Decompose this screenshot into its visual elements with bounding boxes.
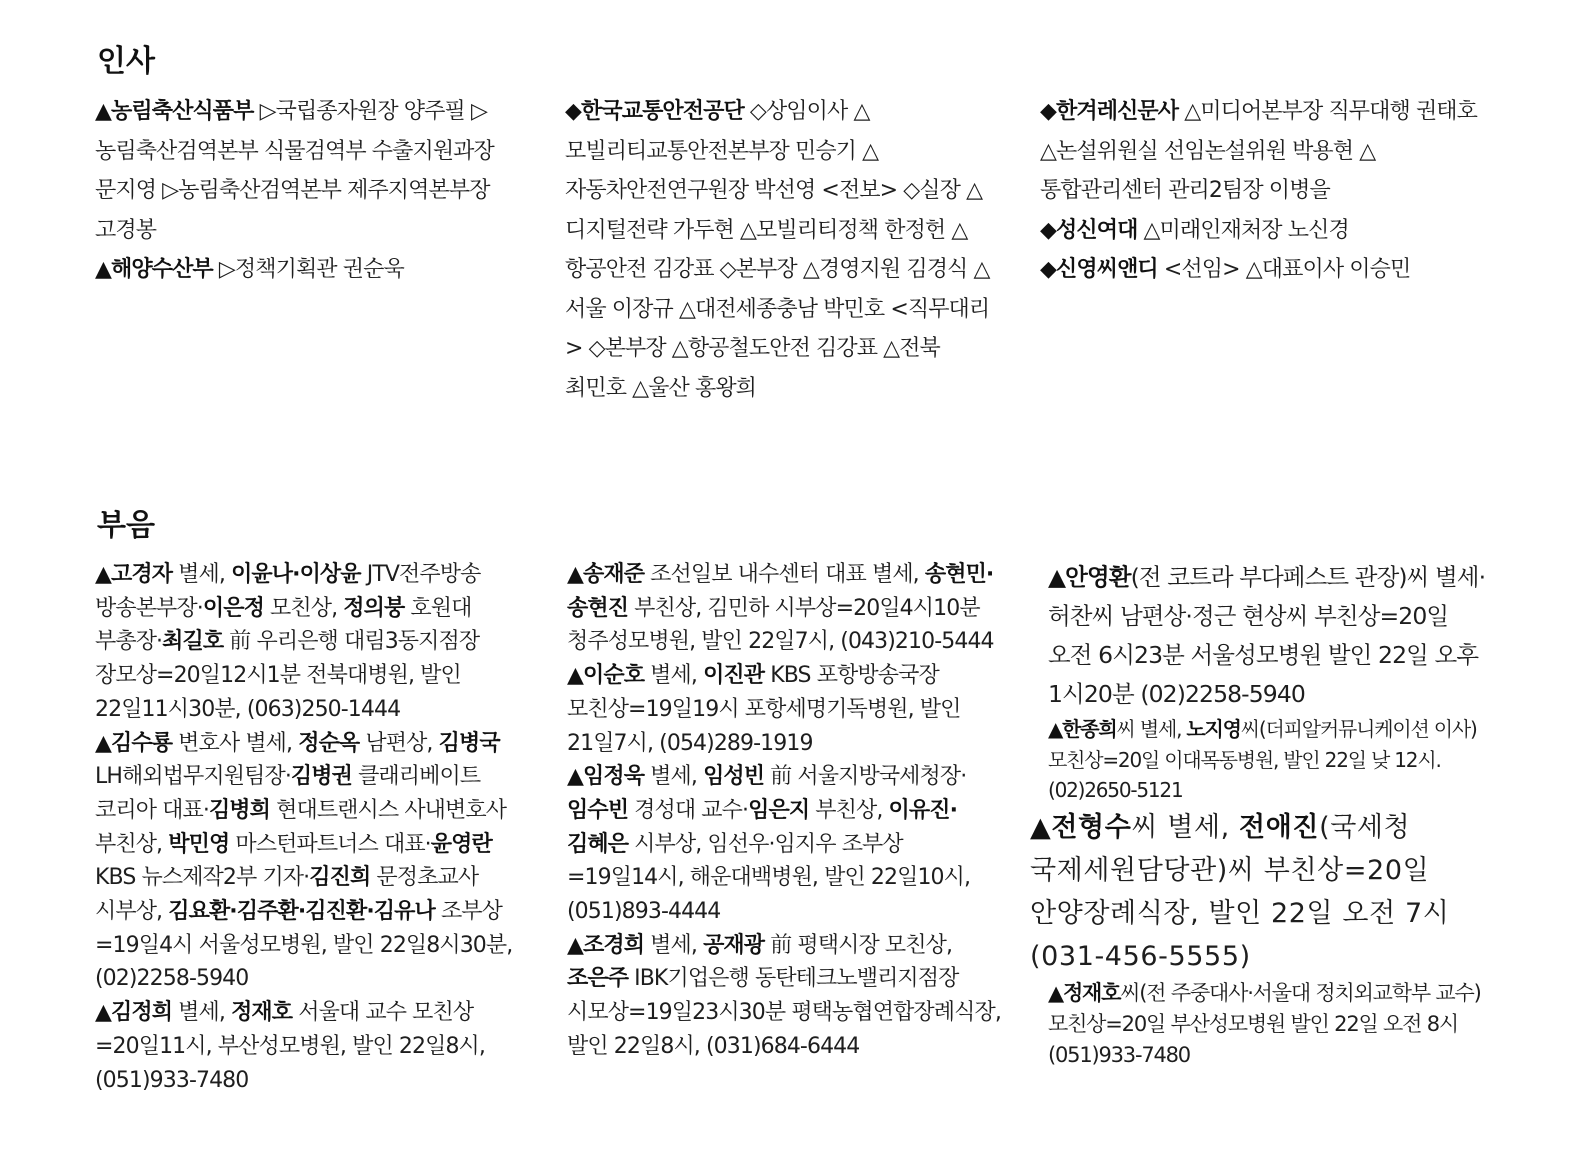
personnel-column-3: [1040, 92, 1480, 290]
organization-name: ▲해양수산부: [95, 257, 213, 282]
person-name: 전애진: [1239, 811, 1320, 843]
person-name: 이은정: [202, 595, 264, 621]
obituary-text: KBS 뉴스제작2부 기자·: [95, 865, 310, 891]
person-name: 이윤나·이상윤: [231, 562, 361, 587]
person-name: 김요환·김주환·김진환·김유나: [168, 899, 435, 925]
organization-name: ◆한국교통안전공단: [565, 99, 744, 124]
obituary-entry: [1030, 714, 1490, 806]
obituary-text: JTV전주방송 방송본부장·: [95, 562, 481, 621]
obituary-text: 씨 별세,: [1131, 811, 1240, 843]
person-name: 송현민·송현진: [567, 562, 994, 621]
person-name: 조은주: [567, 966, 629, 992]
obituary-text: (국세청 국제세원담당관)씨 부친상=20일 안양장례식장, 발인 22일 오전 7시 (031-456-5555): [1030, 811, 1450, 972]
obituary-text: KBS 포항방송국장 모친상=19일19시 포항세명기독병원, 발인 21일7시, (054)289-1919: [567, 663, 961, 756]
appointment-text: ◇상임이사 △모빌리티교통안전본부장 민승기 △자동차안전연구원장 박선영 <전보> ◇실장 △디지털전략 가두현 △모빌리티정책 한정헌 △항공안전 김강표 ◇본부장 △경영지원 김경식 △서울 이장규 △대전세종충남 박민호 <직무대리> ◇본부장 △항공철도안전 김강표 △전북 최민호 △울산 홍왕희: [565, 99, 990, 401]
obituary-entry: [1030, 806, 1490, 978]
obituary-entry: [95, 996, 529, 1097]
obituary-text: 별세,: [644, 663, 704, 689]
person-name: ▲한종희: [1048, 717, 1117, 741]
obituary-text: 호원대 부총장·: [95, 595, 472, 655]
personnel-entry: [1040, 211, 1480, 251]
appointment-text: △미디어본부장 직무대행 권태호 △논설위원실 선임논설위원 박용현 △통합관리센터 관리2팀장 이병을: [1040, 99, 1478, 203]
organization-name: ◆성신여대: [1040, 217, 1138, 243]
obituary-entry: [95, 558, 529, 727]
obituary-text: 서울대 교수 모친상=20일11시, 부산성모병원, 발인 22일8시, (051)933-7480: [95, 1000, 485, 1093]
person-name: 공재광: [703, 932, 765, 958]
personnel-entry: [565, 92, 1005, 408]
obituary-text: 부친상, 김민하 시부상=20일4시10분 청주성모병원, 발인 22일7시, (043)210-5444: [567, 595, 994, 655]
obituary-text: LH해외법무지원팀장·: [95, 764, 291, 790]
person-name: 노지영: [1186, 717, 1241, 741]
appointment-text: ▷정책기획관 권순욱: [212, 257, 404, 282]
person-name: ▲고경자: [95, 562, 173, 587]
obituary-text: 前 서울지방국세청장·: [764, 764, 967, 790]
obituary-entry: [567, 558, 1005, 659]
person-name: ▲송재준: [567, 562, 645, 587]
person-name: 정의붕: [343, 595, 405, 621]
person-name: ▲안영환: [1048, 563, 1131, 591]
person-name: 이진관: [703, 663, 765, 689]
person-name: 정순옥: [298, 730, 360, 756]
obituary-text: 前 평택시장 모친상,: [764, 932, 953, 958]
obituary-text: 마스턴파트너스 대표·: [229, 831, 431, 857]
obituary-text: 현대트랜시스 사내변호사 부친상,: [95, 797, 507, 857]
person-name: 이유진·김혜은: [567, 797, 958, 857]
obituary-text: 씨(더피알커뮤니케이션 이사) 모친상=20일 이대목동병원, 발인 22일 낮 12시. (02)2650-5121: [1048, 717, 1477, 802]
obituary-text: 별세,: [644, 764, 704, 790]
obituary-entry: [567, 929, 1005, 1064]
personnel-column-2: [565, 92, 1005, 408]
obituary-entry: [95, 727, 529, 997]
person-name: 임성빈: [703, 764, 765, 790]
obituary-text: 경성대 교수·: [628, 797, 749, 823]
obituaries-column-2: [567, 558, 1005, 1064]
organization-name: ◆신영씨앤디: [1040, 257, 1158, 282]
person-name: ▲임정욱: [567, 764, 645, 790]
obituary-text: 前 우리은행 대림3동지점장 장모상=20일12시1분 전북대병원, 발인 22일11시30분, (063)250-1444: [95, 629, 480, 722]
obituary-text: 씨 별세,: [1116, 717, 1187, 741]
obituary-entry: [567, 760, 1005, 929]
personnel-entry: [95, 250, 529, 290]
obituary-entry: [567, 659, 1005, 760]
obituary-text: 조선일보 내수센터 대표 별세,: [644, 562, 925, 587]
person-name: 윤영란: [430, 831, 492, 857]
obituary-text: 별세,: [172, 1000, 232, 1026]
personnel-entry: [1040, 92, 1480, 211]
personnel-entry: [1040, 250, 1480, 290]
organization-name: ◆한겨레신문사: [1040, 99, 1179, 124]
personnel-section-title: 인사: [97, 44, 155, 79]
obituary-text: 시부상, 임선우·임지우 조부상=19일14시, 해운대백병원, 발인 22일10시, (051)893-4444: [567, 831, 971, 925]
obituary-text: 남편상,: [359, 730, 439, 756]
obituary-text: 별세,: [644, 932, 704, 958]
person-name: ▲이순호: [567, 663, 645, 689]
person-name: ▲정재호: [1048, 980, 1121, 1005]
personnel-entry: [95, 92, 529, 250]
obituaries-section-title: 부음: [97, 508, 155, 543]
appointment-text: <선임> △대표이사 이승민: [1157, 257, 1411, 282]
personnel-column-1: [95, 92, 529, 290]
obituary-text: 클래리베이트 코리아 대표·: [95, 764, 481, 823]
obituary-text: (전 코트라 부다페스트 관장)씨 별세·허찬씨 남편상·정근 현상씨 부친상=20일 오전 6시23분 서울성모병원 발인 22일 오후 1시20분 (02)2258-5940: [1048, 563, 1486, 708]
person-name: 임수빈: [567, 797, 629, 823]
obituary-text: 변호사 별세,: [172, 730, 299, 756]
obituary-entry: [1030, 558, 1490, 714]
obituary-text: 부친상,: [809, 797, 889, 823]
obituaries-column-3: [1030, 558, 1490, 1071]
person-name: 김진희: [309, 865, 371, 891]
appointment-text: △미래인재처장 노신경: [1137, 217, 1349, 243]
organization-name: ▲농림축산식품부: [95, 99, 254, 124]
person-name: 정재호: [231, 1000, 293, 1026]
person-name: 김병희: [208, 797, 271, 823]
person-name: ▲김정희: [95, 1000, 173, 1026]
person-name: ▲조경희: [567, 932, 645, 958]
person-name: 박민영: [168, 831, 230, 857]
person-name: ▲전형수: [1030, 811, 1132, 843]
person-name: 임은지: [748, 797, 810, 823]
obituary-text: IBK기업은행 동탄테크노밸리지점장 시모상=19일23시30분 평택농협연합장례식장, 발인 22일8시, (031)684-6444: [567, 966, 1001, 1059]
obituary-text: 씨(전 주중대사·서울대 정치외교학부 교수)모친상=20일 부산성모병원 발인 22일 오전 8시 (051)933-7480: [1048, 980, 1481, 1067]
appointment-text: ▷국립종자원장 양주필 ▷농림축산검역본부 식물검역부 수출지원과장 문지영 ▷농림축산검역본부 제주지역본부장 고경봉: [95, 99, 494, 243]
person-name: 김병국: [438, 730, 500, 756]
person-name: ▲김수룡: [95, 730, 173, 756]
person-name: 최길호: [162, 629, 224, 655]
obituary-text: 조부상=19일4시 서울성모병원, 발인 22일8시30분, (02)2258-5940: [95, 899, 513, 992]
obituary-text: 문정초교사 시부상,: [95, 865, 479, 925]
obituaries-column-1: [95, 558, 529, 1097]
person-name: 김병권: [290, 764, 352, 790]
obituary-text: 별세,: [172, 562, 232, 587]
obituary-entry: [1030, 978, 1490, 1071]
obituary-text: 모친상,: [263, 595, 344, 621]
